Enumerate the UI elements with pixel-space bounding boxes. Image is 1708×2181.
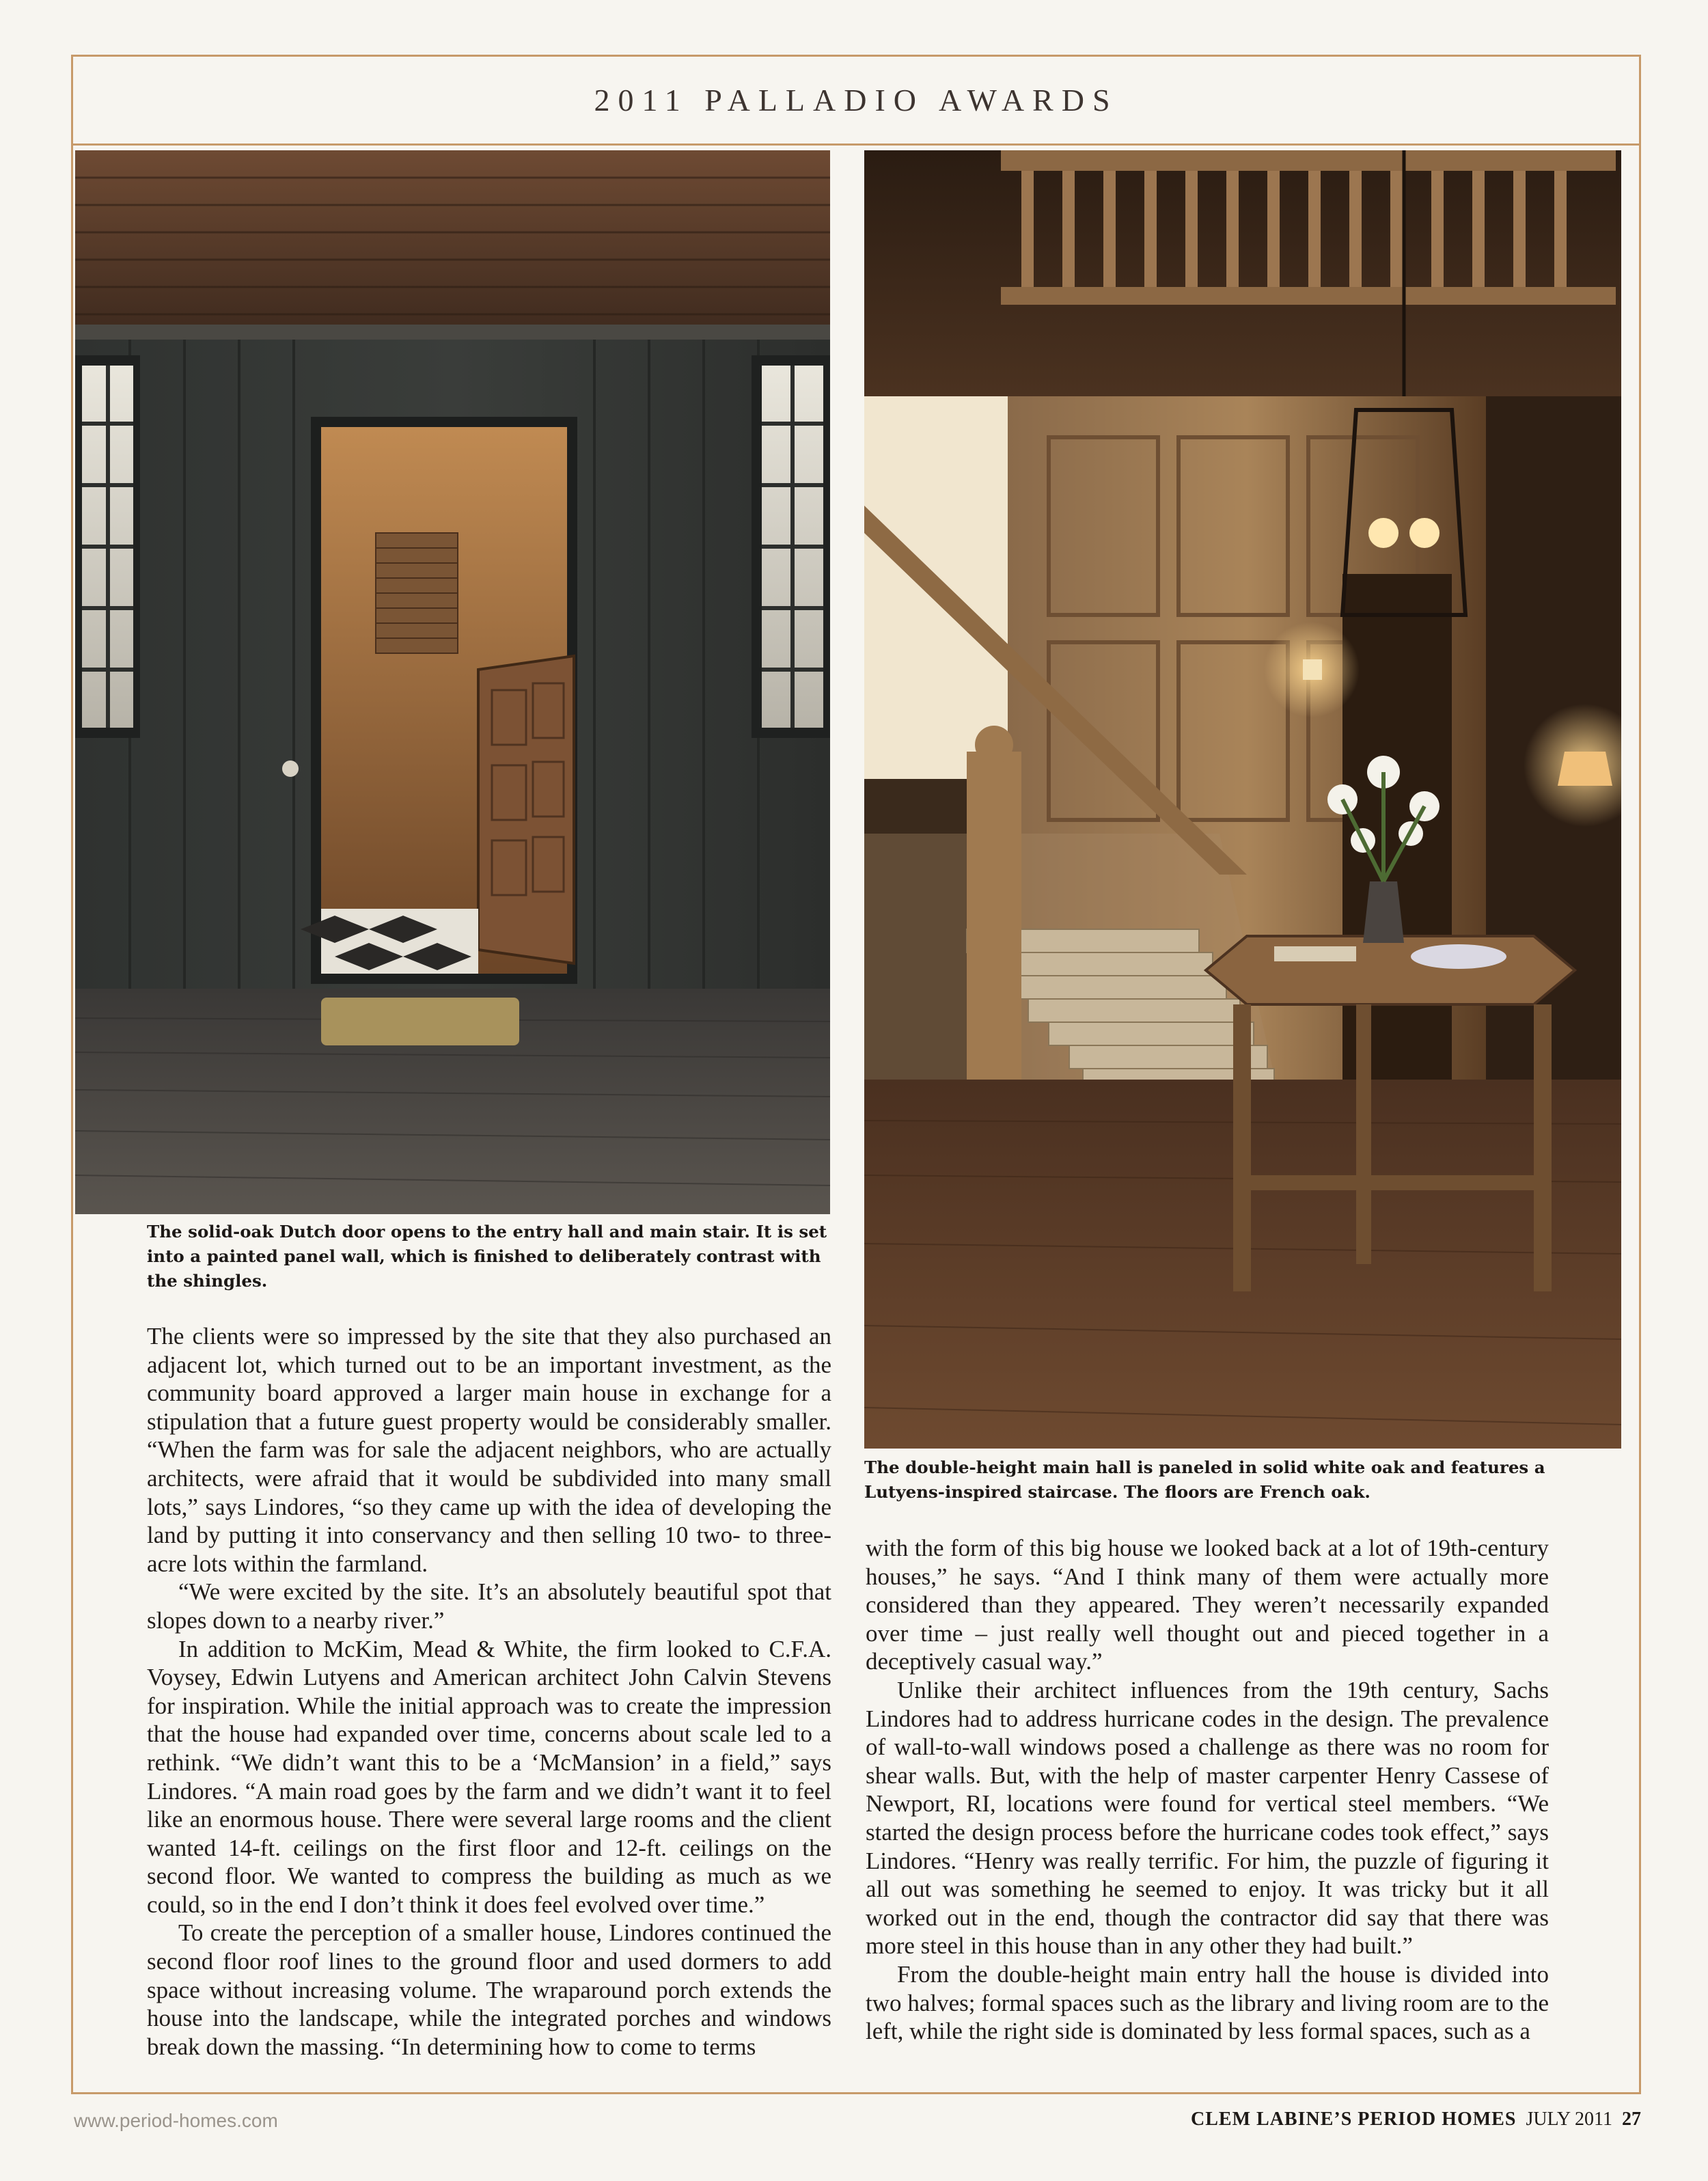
- dutch-door-photo: [75, 150, 830, 1214]
- body-paragraph: To create the perception of a smaller house, Lindores continued the second floor roof lines to the ground floor and used dormers to add space without increasing volume. The wraparound porch extends the house into the landscape, while the integrated porches and windows break down the massing. “In determining how to come to terms: [147, 1919, 831, 2060]
- body-paragraph: In addition to McKim, Mead & White, the firm looked to C.F.A. Voysey, Edwin Lutyens and American architect John Calvin Stevens for inspiration. While the initial approach was to create the impression that the house had expanded over time, concerns about scale led to a rethink. “We didn’t want this to be a ‘McMansion’ in a field,” says Lindores. “A main road goes by the farm and we didn’t want it to feel like an enormous house. There were several large rooms and the client wanted 14-ft. ceilings on the first floor and 12-ft. ceilings on the second floor. We wanted to compress the building as much as we could, so in the end I don’t think it does feel evolved over time.”: [147, 1635, 831, 1918]
- page-number: 27: [1622, 2109, 1641, 2130]
- body-paragraph: “We were excited by the site. It’s an absolutely beautiful spot that slopes down to a nearby river.”: [147, 1578, 831, 1634]
- body-paragraph: The clients were so impressed by the site that they also purchased an adjacent lot, which turned out to be an important investment, as the community board approved a larger main house in exchange for a stipulation that a future guest property would be considerably smaller. “When the farm was for sale the adjacent neighbors, who are actually architects, were afraid that it would be subdivided into many small lots,” says Lindores, “so they came up with the idea of developing the land by putting it into conservancy and then selling 10 two- to three-acre lots within the farmland.: [147, 1323, 831, 1577]
- photo-caption-left: The solid-oak Dutch door opens to the entry hall and main stair. It is set into a painted panel wall, which is finished to deliberately contrast with the shingles.: [147, 1222, 827, 1291]
- body-column-left: [147, 1322, 831, 2061]
- footer-publication-info: [1191, 2109, 1641, 2130]
- body-column-right: [866, 1534, 1549, 2046]
- footer-issue: JULY 2011: [1526, 2109, 1612, 2130]
- main-hall-photo: [864, 150, 1621, 1449]
- footer-publication: CLEM LABINE’S PERIOD HOMES: [1191, 2109, 1517, 2130]
- footer-website: www.period-homes.com: [74, 2110, 278, 2131]
- photo-caption-right: The double-height main hall is paneled in solid white oak and features a Lutyens-inspired staircase. The floors are French oak.: [864, 1457, 1545, 1502]
- page-header: 2011 PALLADIO AWARDS: [594, 82, 1118, 118]
- body-paragraph: with the form of this big house we looked back at a lot of 19th-century houses,” he says. “And I think many of them were actually more considered than they appeared. They weren’t necessarily expanded over time – just really well thought out and pieced together in a deceptively casual way.”: [866, 1535, 1549, 1675]
- body-paragraph: Unlike their architect influences from the 19th century, Sachs Lindores had to address hurricane codes in the design. The prevalence of wall-to-wall windows posed a challenge as there was no room for shear walls. But, with the help of master carpenter Henry Cassese of Newport, RI, locations were found for vertical steel members. “We started the design process before the hurricane codes took effect,” says Lindores. “Henry was really terrific. For him, the puzzle of figuring it all out was something he seemed to enjoy. It was tricky but it all worked out in the end, though the contractor did say that there was more steel in this house than in any other they had built.”: [866, 1676, 1549, 1960]
- body-paragraph: From the double-height main entry hall the house is divided into two halves; formal spaces such as the library and living room are to the left, while the right side is dominated by less formal spaces, such as a: [866, 1960, 1549, 2045]
- header-rule: [71, 143, 1641, 146]
